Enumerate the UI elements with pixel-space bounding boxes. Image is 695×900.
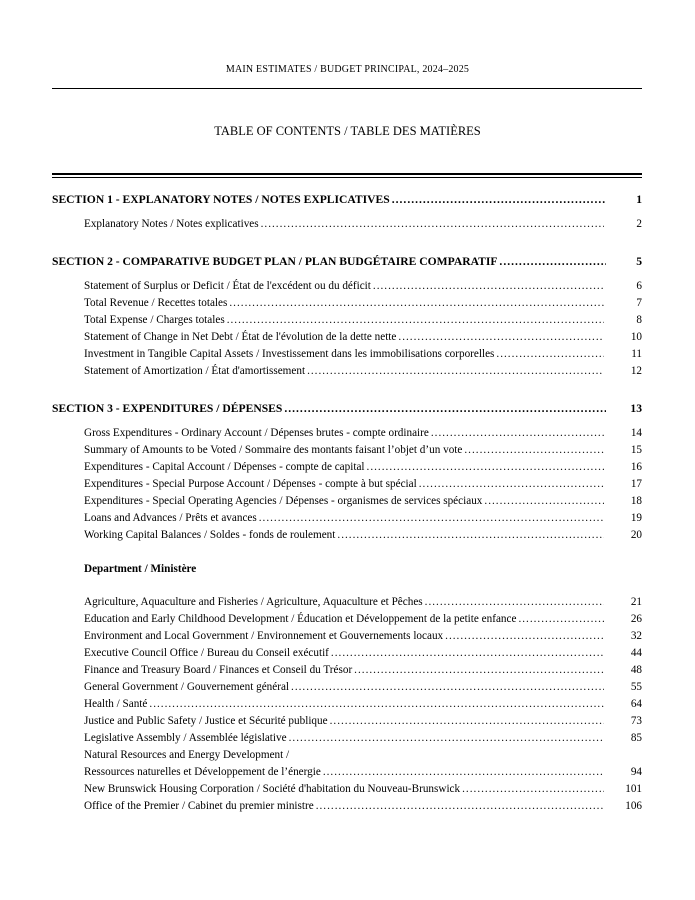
toc-page-number: 14 [630, 427, 642, 439]
toc-page-number: 44 [630, 647, 642, 659]
toc-page-number: 13 [630, 402, 642, 415]
toc-page-number: 15 [630, 444, 642, 456]
toc-entry-tangible-capital-assets[interactable] [52, 346, 642, 363]
dot-leader [499, 252, 606, 272]
toc-page-number: 17 [630, 478, 642, 490]
dot-leader [149, 696, 604, 713]
toc-entry-office-of-premier[interactable] [52, 798, 642, 815]
table-of-contents [52, 190, 642, 815]
toc-page-number: 64 [630, 698, 642, 710]
toc-page-number: 19 [630, 512, 642, 524]
dot-leader [398, 329, 604, 346]
toc-entry-label: Loans and Advances / Prêts et avances [84, 512, 257, 524]
toc-entry-working-capital-balances[interactable] [52, 527, 642, 544]
toc-entry-label: Office of the Premier / Cabinet du premier ministre [84, 800, 314, 812]
toc-page-number: 6 [636, 280, 642, 292]
toc-entry-health[interactable] [52, 696, 642, 713]
toc-entry-natural-resources-line2[interactable] [52, 764, 642, 781]
toc-section-label: SECTION 2 - COMPARATIVE BUDGET PLAN / PLAN BUDGÉTAIRE COMPARATIF [52, 255, 498, 268]
toc-entry-housing-corporation[interactable] [52, 781, 642, 798]
dot-leader [496, 346, 604, 363]
toc-entry-loans-and-advances[interactable] [52, 510, 642, 527]
toc-entry-label: Expenditures - Special Operating Agencies / Dépenses - organismes de services spéciaux [84, 495, 483, 507]
toc-page-number: 21 [630, 596, 642, 608]
toc-page-number: 8 [636, 314, 642, 326]
toc-entry-label: Natural Resources and Energy Development / [84, 749, 290, 761]
toc-section-label: SECTION 1 - EXPLANATORY NOTES / NOTES EXPLICATIVES [52, 193, 390, 206]
dot-leader [337, 527, 604, 544]
toc-entry-label: Justice and Public Safety / Justice et Sécurité publique [84, 715, 328, 727]
dot-leader [462, 781, 604, 798]
toc-page-number: 18 [630, 495, 642, 507]
toc-page-number: 48 [630, 664, 642, 676]
toc-page-number: 94 [630, 766, 642, 778]
toc-entry-special-purpose-account[interactable] [52, 476, 642, 493]
toc-entry-net-debt[interactable] [52, 329, 642, 346]
toc-entry-total-expense[interactable] [52, 312, 642, 329]
toc-entry-label: Statement of Surplus or Deficit / État de l'excédent ou du déficit [84, 280, 371, 292]
toc-entry-special-operating-agencies[interactable] [52, 493, 642, 510]
toc-entry-general-government[interactable] [52, 679, 642, 696]
toc-entry-legislative-assembly[interactable] [52, 730, 642, 747]
toc-page-number: 26 [630, 613, 642, 625]
dot-leader [354, 662, 604, 679]
toc-page-number: 11 [631, 348, 642, 360]
toc-entry-label: Expenditures - Special Purpose Account / Dépenses - compte à but spécial [84, 478, 417, 490]
toc-entry-total-revenue[interactable] [52, 295, 642, 312]
dot-leader [284, 399, 606, 419]
dot-leader [316, 798, 604, 815]
toc-entry-label: Explanatory Notes / Notes explicatives [84, 218, 259, 230]
dot-leader [323, 764, 604, 781]
dot-leader [392, 190, 606, 210]
dot-leader [291, 679, 604, 696]
dot-leader [289, 730, 604, 747]
toc-section-2[interactable] [52, 252, 642, 272]
toc-entry-label: Working Capital Balances / Soldes - fonds de roulement [84, 529, 336, 541]
toc-page-number: 7 [636, 297, 642, 309]
dot-leader [464, 442, 604, 459]
dot-leader [330, 713, 604, 730]
dot-leader [419, 476, 604, 493]
toc-page-number: 20 [630, 529, 642, 541]
toc-entry-label: Education and Early Childhood Development / Éducation et Développement de la petite enfance [84, 613, 517, 625]
toc-entry-label: Total Revenue / Recettes totales [84, 297, 228, 309]
toc-entry-gross-expenditures[interactable] [52, 425, 642, 442]
toc-entry-label: Finance and Treasury Board / Finances et Conseil du Trésor [84, 664, 353, 676]
toc-entry-amounts-to-be-voted[interactable] [52, 442, 642, 459]
dot-leader [518, 611, 604, 628]
dot-leader [229, 295, 604, 312]
dot-leader [307, 363, 604, 380]
toc-page-number: 55 [630, 681, 642, 693]
toc-entry-label: Environment and Local Government / Environnement et Gouvernements locaux [84, 630, 444, 642]
toc-page-number: 106 [625, 800, 642, 812]
toc-section-3[interactable] [52, 399, 642, 419]
toc-page-number: 85 [630, 732, 642, 744]
toc-entry-natural-resources-line1[interactable] [52, 747, 642, 764]
toc-entry-education[interactable] [52, 611, 642, 628]
department-heading: Department / Ministère [84, 563, 197, 575]
toc-entry-surplus-deficit[interactable] [52, 278, 642, 295]
toc-entry-label: Gross Expenditures - Ordinary Account / Dépenses brutes - compte ordinaire [84, 427, 429, 439]
page-title: TABLE OF CONTENTS / TABLE DES MATIÈRES [214, 124, 481, 138]
toc-entry-label: Total Expense / Charges totales [84, 314, 225, 326]
toc-entry-agriculture[interactable] [52, 594, 642, 611]
toc-entry-capital-account[interactable] [52, 459, 642, 476]
toc-entry-explanatory-notes[interactable] [52, 216, 642, 233]
toc-entry-label: Legislative Assembly / Assemblée législative [84, 732, 287, 744]
dot-leader [261, 216, 604, 233]
title-double-rule [52, 173, 642, 178]
toc-entry-environment[interactable] [52, 628, 642, 645]
toc-entry-label: Statement of Amortization / État d'amortissement [84, 365, 306, 377]
toc-page-number: 32 [630, 630, 642, 642]
toc-entry-label: Expenditures - Capital Account / Dépenses - compte de capital [84, 461, 365, 473]
toc-page-number: 101 [625, 783, 642, 795]
toc-entry-finance[interactable] [52, 662, 642, 679]
toc-page-number: 2 [636, 218, 642, 230]
toc-entry-label: Ressources naturelles et Développement de l’énergie [84, 766, 321, 778]
document-header: MAIN ESTIMATES / BUDGET PRINCIPAL, 2024–2025 [225, 64, 470, 75]
toc-page-number: 16 [630, 461, 642, 473]
toc-section-1[interactable] [52, 190, 642, 210]
toc-page-number: 1 [636, 193, 642, 206]
toc-entry-label: Statement of Change in Net Debt / État de l'évolution de la dette nette [84, 331, 397, 343]
toc-page-number: 12 [630, 365, 642, 377]
header-rule [52, 88, 642, 89]
toc-entry-label: Summary of Amounts to be Voted / Sommaire des montants faisant l’objet d’un vote [84, 444, 463, 456]
toc-entry-label: New Brunswick Housing Corporation / Société d'habitation du Nouveau-Brunswick [84, 783, 461, 795]
toc-page-number: 73 [630, 715, 642, 727]
dot-leader [445, 628, 604, 645]
toc-entry-label: Investment in Tangible Capital Assets / Investissement dans les immobilisations corporelles [84, 348, 495, 360]
dot-leader [484, 493, 604, 510]
toc-entry-label: Health / Santé [84, 698, 148, 710]
dot-leader [373, 278, 604, 295]
toc-entry-label: Agriculture, Aquaculture and Fisheries / Agriculture, Aquaculture et Pêches [84, 596, 423, 608]
toc-entry-amortization[interactable] [52, 363, 642, 380]
toc-entry-label: Executive Council Office / Bureau du Conseil exécutif [84, 647, 329, 659]
dot-leader [367, 459, 604, 476]
dot-leader [431, 425, 604, 442]
dot-leader [425, 594, 604, 611]
dot-leader [227, 312, 604, 329]
toc-section-label: SECTION 3 - EXPENDITURES / DÉPENSES [52, 402, 283, 415]
toc-page-number: 10 [630, 331, 642, 343]
toc-entry-label: General Government / Gouvernement général [84, 681, 290, 693]
toc-entry-justice[interactable] [52, 713, 642, 730]
toc-page-number: 5 [636, 255, 642, 268]
toc-entry-executive-council[interactable] [52, 645, 642, 662]
dot-leader [259, 510, 604, 527]
dot-leader [331, 645, 604, 662]
